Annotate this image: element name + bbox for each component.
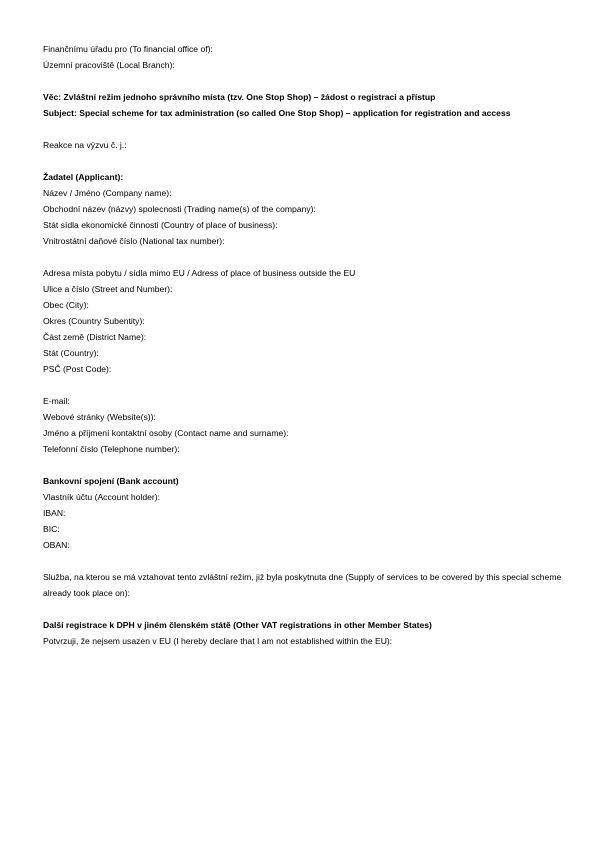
subject-cz: Věc: Zvláštní režim jednoho správního místa (tzv. One Stop Shop) – žádost o registraci a přístup (43, 92, 436, 102)
website-label: Webové stránky (Website(s)): (43, 412, 156, 422)
iban-label: IBAN: (43, 508, 66, 518)
email-label: E-mail: (43, 396, 70, 406)
phone-label: Telefonní číslo (Telephone number): (43, 444, 180, 454)
street-label: Ulice a číslo (Street and Number): (43, 284, 173, 294)
bic-label: BIC: (43, 524, 60, 534)
country-label: Stát (Country): (43, 348, 99, 358)
account-holder-label: Vlastník účtu (Account holder): (43, 492, 161, 502)
reaction-reference: Reakce na výzvu č. j.: (43, 140, 127, 150)
oban-label: OBAN: (43, 540, 70, 550)
district-name-label: Část země (District Name): (43, 332, 147, 342)
company-name-label: Název / Jméno (Company name): (43, 188, 172, 198)
not-established-declaration: Potvrzuji, že nejsem usazen v EU (I hereby declare that I am not established within the EU): (43, 636, 393, 646)
local-branch-label: Územní pracoviště (Local Branch): (43, 60, 175, 70)
post-code-label: PSČ (Post Code): (43, 364, 112, 374)
subject-en: Subject: Special scheme for tax administration (so called One Stop Shop) – application for registration and access (43, 108, 511, 118)
other-vat-heading: Další registrace k DPH v jiném členském státě (Other VAT registrations in other Member States) (43, 620, 432, 630)
bank-heading: Bankovní spojení (Bank account) (43, 476, 179, 486)
contact-name-label: Jméno a příjmení kontaktní osoby (Contact name and surname): (43, 428, 289, 438)
tax-office-label: Finančnímu úřadu pro (To financial office of): (43, 44, 213, 54)
city-label: Obec (City): (43, 300, 89, 310)
business-country-label: Stát sídla ekonomické činnosti (Country of place of business): (43, 220, 278, 230)
applicant-heading: Žadatel (Applicant): (43, 172, 124, 182)
district-label: Okres (Country Subentity): (43, 316, 145, 326)
tax-number-label: Vnitrostátní daňové číslo (National tax number): (43, 236, 225, 246)
trading-name-label: Obchodní název (názvy) spolecnosti (Trading name(s) of the company): (43, 204, 316, 214)
service-date-label: Služba, na kterou se má vztahovat tento zvláštní režim, již byla poskytnuta dne (Supply of services to be covered by this special scheme already took place on): (43, 572, 562, 598)
address-heading: Adresa místa pobytu / sídla mimo EU / Adress of place of business outside the EU (43, 268, 356, 278)
form-content (43, 41, 563, 649)
